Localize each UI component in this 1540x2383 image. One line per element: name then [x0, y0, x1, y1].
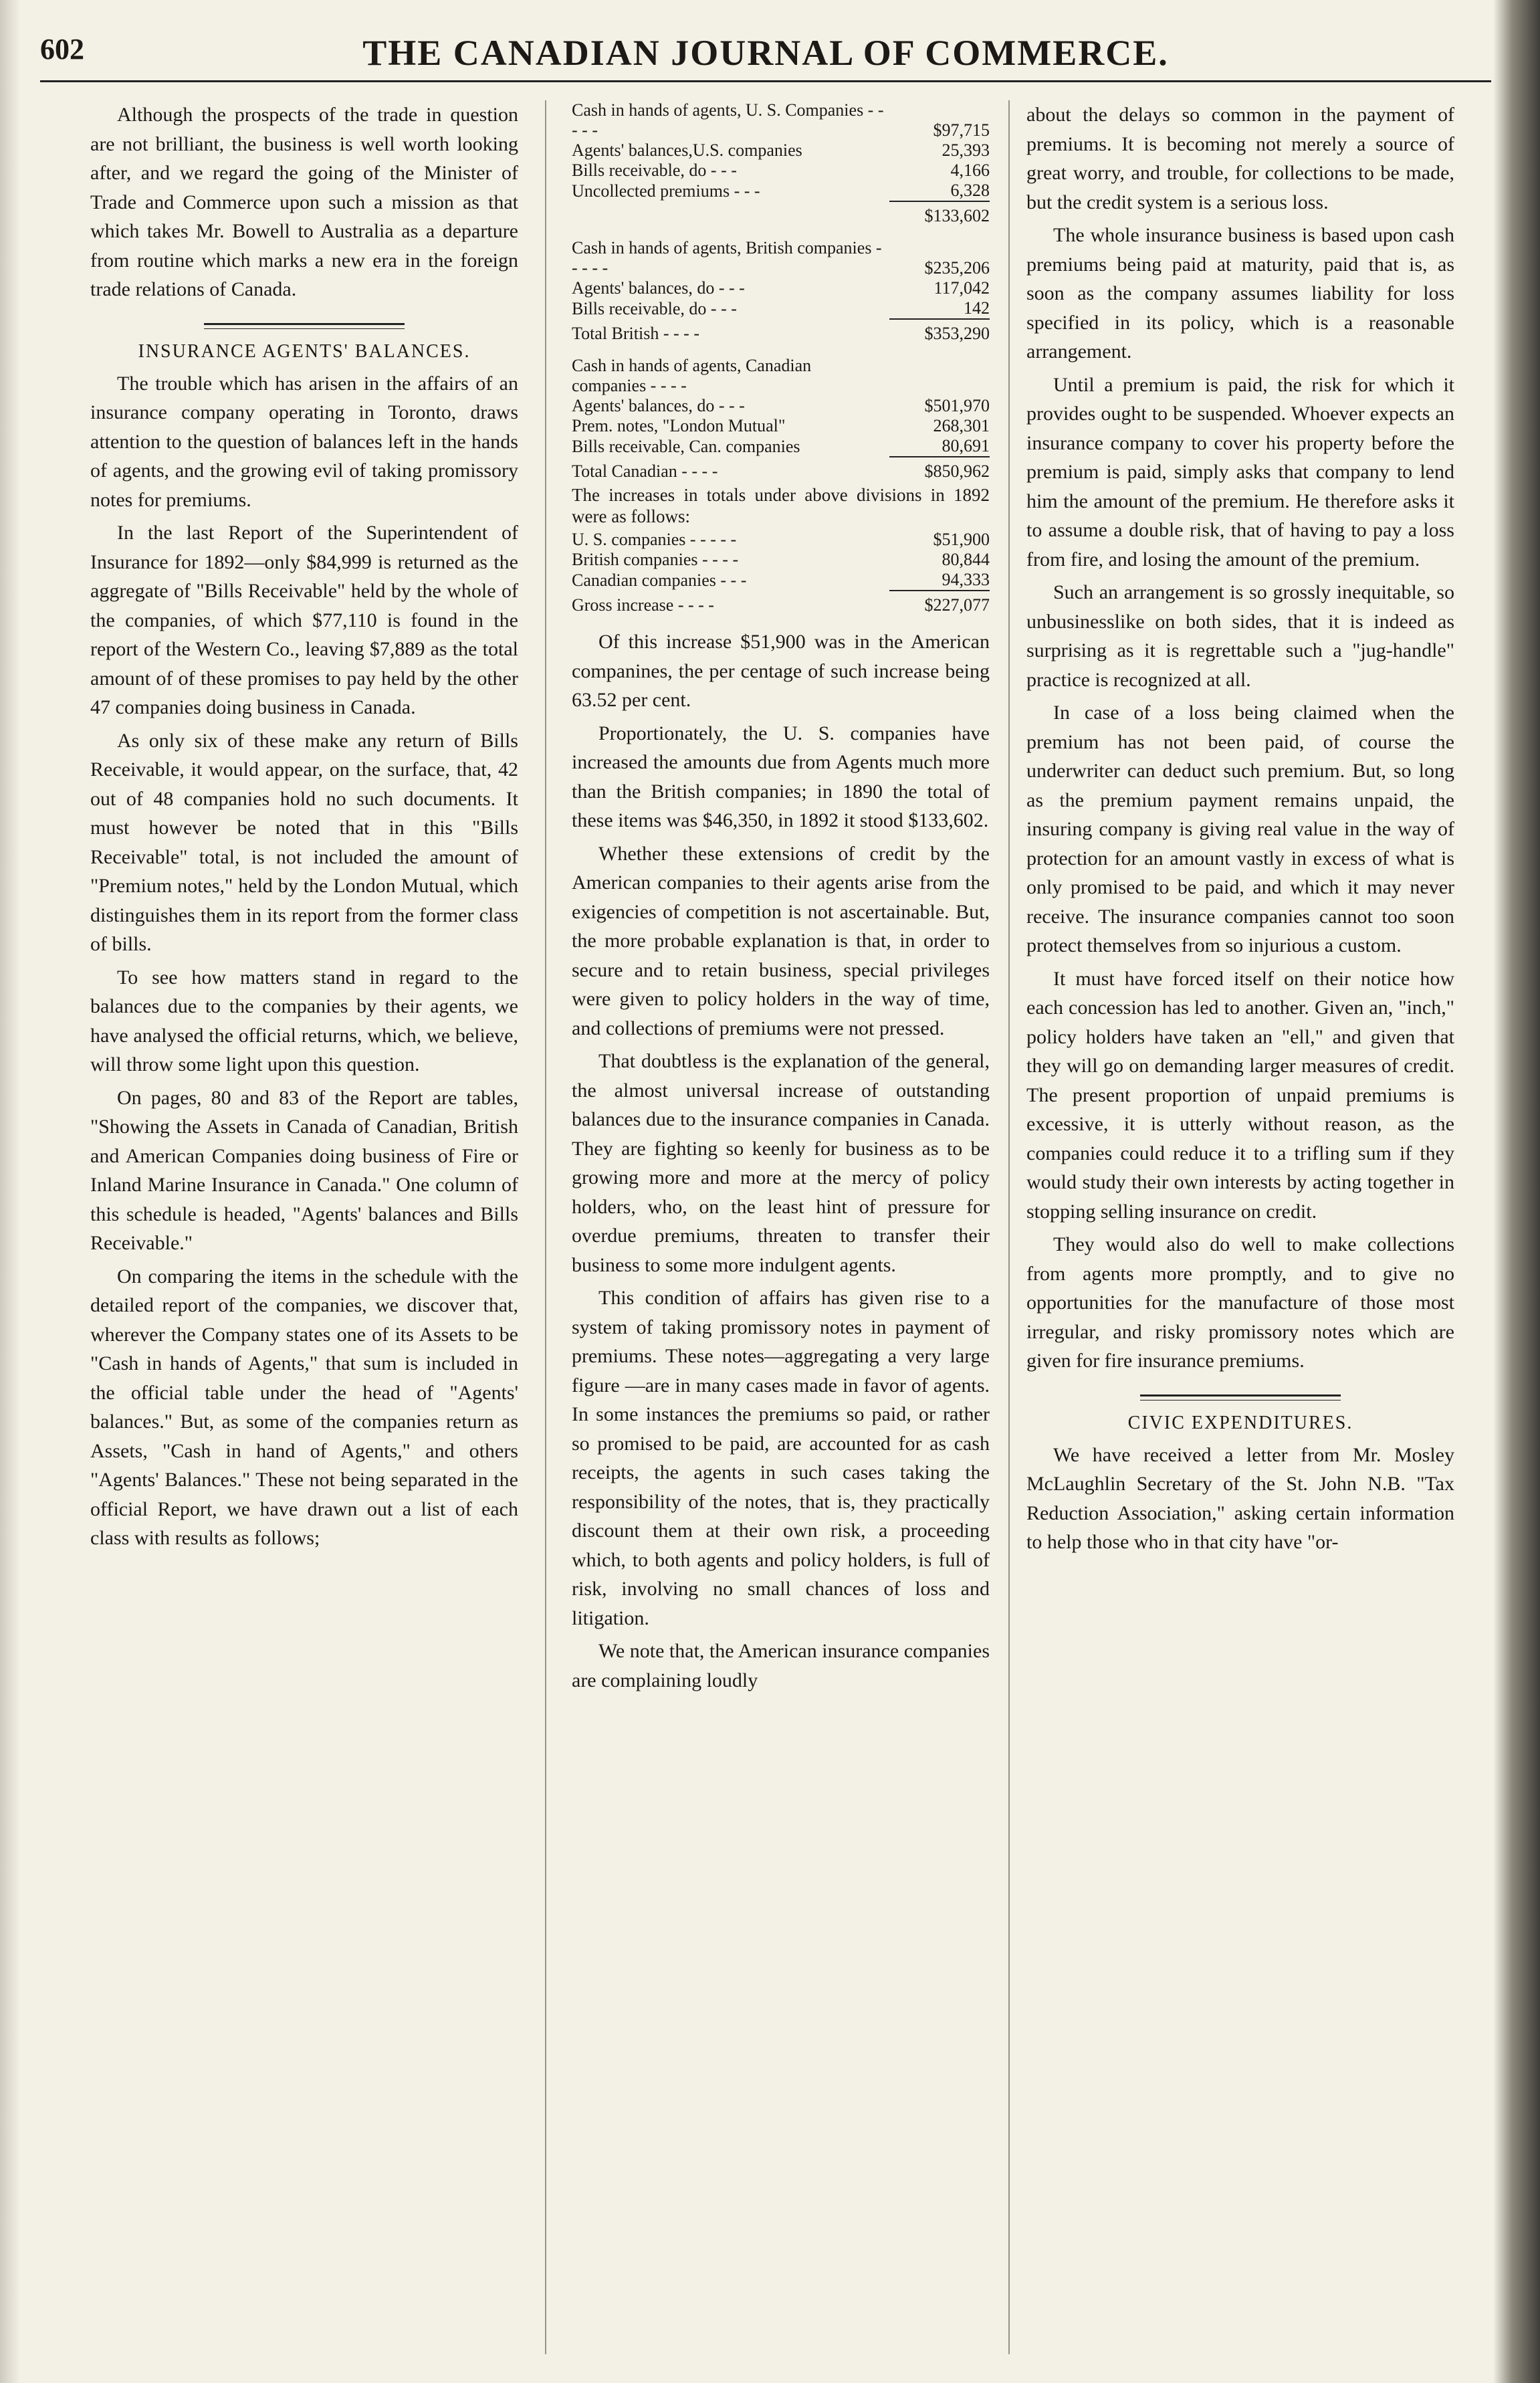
column-right: [1026, 100, 1454, 1561]
table-row: Uncollected premiums - - - 6,328: [572, 181, 990, 201]
table-total-row: $133,602: [572, 201, 990, 226]
table-row: Cash in hands of agents, U. S. Companies - - - - - $97,715: [572, 100, 990, 140]
table-row: Agents' balances, do - - - $501,970: [572, 396, 990, 415]
paragraph: about the delays so common in the payment of premiums. It is becoming not merely a source of great worry, and trouble, for collections to be made, but the credit system is a serious loss.: [1026, 104, 1454, 213]
page-binding-edge: [1493, 0, 1540, 2383]
column-divider: [545, 100, 546, 2354]
section-divider: [1140, 1394, 1341, 1401]
paragraph: We have received a letter from Mr. Mosley McLaughlin Secretary of the St. John N.B. "Tax Reduction Association," asking certain information to help those who in that city have "or-: [1026, 1443, 1454, 1553]
column-left: [90, 100, 518, 1557]
increase-note: The increases in totals under above divisions in 1892 were as follows:: [572, 485, 990, 526]
table-row: Canadian companies - - - 94,333: [572, 570, 990, 590]
paragraph: They would also do well to make collections from agents more promptly, and to give no opportunities for the manufacture of those most irregular, and risky promissory notes which are given for fire insurance premiums.: [1026, 1233, 1454, 1372]
paragraph: It must have forced itself on their notice how each concession has led to another. Given an, "inch," policy holders have taken an "ell," and given that they will go on demanding larger measures of credit. The present proportion of unpaid premiums is excessive, it is utterly without reason, as the companies could reduce it to a trifling sum if they would study their own interests by acting together in stopping selling insurance on credit.: [1026, 967, 1454, 1223]
journal-title: THE CANADIAN JOURNAL OF COMMERCE.: [362, 33, 1169, 73]
paragraph: On comparing the items in the schedule with the detailed report of the companies, we discover that, wherever the Company states one of its Assets to be "Cash in hands of Agents," that sum is included in the official table under the head of "Agents' balances." But, as some of the companies return as Assets, "Cash in hand of Agents," and others "Agents' Balances." These not being separated in the official Report, we have drawn out a list of each class with results as follows;: [90, 1265, 518, 1549]
paragraph: In case of a loss being claimed when the premium has not been paid, of course the underwriter can deduct such premium. But, so long as the premium payment remains unpaid, the insuring company is giving real value in the way of protection for an amount vastly in excess of what is only promised to be paid, and which it may never receive. The insurance companies cannot too soon protect themselves from so injurious a custom.: [1026, 702, 1454, 956]
paragraph: Such an arrangement is so grossly inequitable, so unbusinesslike on both sides, that it is indeed as surprising as it is regrettable such a "jug-handle" practice is recognized at all.: [1026, 581, 1454, 691]
table-row: Bills receivable, do - - - 142: [572, 298, 990, 318]
page-left-edge: [0, 0, 20, 2383]
paragraph: The trouble which has arisen in the affairs of an insurance company operating in Toronto, draws attention to the question of balances left in the hands of agents, and the growing evil of taking promissory notes for premiums.: [90, 372, 518, 511]
column-divider: [1008, 100, 1010, 2354]
canadian-companies-table: [572, 356, 990, 615]
page-number: 602: [40, 33, 84, 66]
british-companies-table: [572, 238, 990, 344]
table-row: U. S. companies - - - - - $51,900: [572, 530, 990, 549]
page-header: [40, 27, 1491, 82]
paragraph: This condition of affairs has given rise to a system of taking promissory notes in payment of premiums. These notes—aggregating a very large figure —are in many cases made in favor of agents. In some instances the premiums so paid, or rather so promised to be paid, are accounted for as cash receipts, the agents in such cases taking the responsibility of the notes, that is, they practically discount them at their own risk, a proceeding which, to both agents and policy holders, is full of risk, involving no small chances of loss and litigation.: [572, 1287, 990, 1629]
paragraph: In the last Report of the Superintendent of Insurance for 1892—only $84,999 is returned as the aggregate of "Bills Receivable" held by the whole of the companies, of which $77,110 is found in the report of the Western Co., leaving $7,889 as the total amount of of these promises to pay held by the other 47 companies doing business in Canada.: [90, 522, 518, 718]
paragraph: We note that, the American insurance companies are complaining loudly: [572, 1640, 990, 1691]
section-title-civic-expenditures: CIVIC EXPENDITURES.: [1127, 1412, 1353, 1433]
increase-table: [572, 530, 990, 615]
section-divider: [204, 323, 405, 329]
section-title-insurance-agents: INSURANCE AGENTS' BALANCES.: [138, 340, 471, 362]
table-row: Bills receivable, Can. companies 80,691: [572, 436, 990, 456]
table-total-row: Total British - - - - $353,290: [572, 319, 990, 344]
paragraph: To see how matters stand in regard to the balances due to the companies by their agents, we have analysed the official returns, which, we believe, will throw some light upon this question.: [90, 966, 518, 1075]
paragraph: Of this increase $51,900 was in the American companines, the per centage of such increase being 63.52 per cent.: [572, 631, 990, 711]
paragraph: That doubtless is the explanation of the general, the almost universal increase of outstanding balances due to the insurance companies in Canada. They are fighting so keenly for business as to be growing more and more at the mercy of policy holders, who, on the least hint of pressure for overdue premiums, threaten to transfer their business to some more indulgent agents.: [572, 1050, 990, 1276]
paragraph: Until a premium is paid, the risk for which it provides ought to be suspended. Whoever expects an insurance company to cover his property before the premium is paid, simply asks that company to lend him the amount of the premium. He therefore asks it to assume a double risk, that of having to pay a loss from fire, and losing the amount of the premium.: [1026, 373, 1454, 571]
paragraph: On pages, 80 and 83 of the Report are tables, "Showing the Assets in Canada of Canadian, British and American Companies doing business of Fire or Inland Marine Insurance in Canada." One column of this schedule is headed, "Agents' balances and Bills Receivable.": [90, 1086, 518, 1254]
table-row: Agents' balances, do - - - 117,042: [572, 278, 990, 298]
table-row: British companies - - - - 80,844: [572, 550, 990, 569]
paragraph: Proportionately, the U. S. companies have increased the amounts due from Agents much more than the British companies; in 1890 the total of these items was $46,350, in 1892 it stood $133,602.: [572, 722, 990, 831]
table-row: Agents' balances,U.S. companies 25,393: [572, 140, 990, 160]
table-row: Prem. notes, "London Mutual" 268,301: [572, 416, 990, 435]
us-companies-table: [572, 100, 990, 226]
table-row: Bills receivable, do - - - 4,166: [572, 161, 990, 180]
table-total-row: Total Canadian - - - - $850,962: [572, 457, 990, 482]
table-row: Cash in hands of agents, Canadian companies - - - -: [572, 356, 812, 395]
table-total-row: Gross increase - - - - $227,077: [572, 591, 990, 615]
intro-paragraph: Although the prospects of the trade in question are not brilliant, the business is well worth looking after, and we regard the going of the Minister of Trade and Commerce upon such a mission as that which takes Mr. Bowell to Australia as a departure from routine which marks a new era in the foreign trade relations of Canada.: [90, 104, 518, 300]
table-row: Cash in hands of agents, British companies - - - - - $235,206: [572, 238, 990, 278]
column-middle: [572, 100, 990, 1699]
paragraph: As only six of these make any return of Bills Receivable, it would appear, on the surface, that, 42 out of 48 companies hold no such documents. It must however be noted that in this "Bills Receivable" total, is not included the amount of "Premium notes," held by the London Mutual, which distinguishes them in its report from the former class of bills.: [90, 729, 518, 955]
paragraph: Whether these extensions of credit by the American companies to their agents arise from the exigencies of competition is not ascertainable. But, the more probable explanation is that, in order to secure and to retain business, special privileges were given to policy holders in the way of time, and collections of premiums were not pressed.: [572, 842, 990, 1039]
paragraph: The whole insurance business is based upon cash premiums being paid at maturity, paid that is, as soon as the company assumes liability for loss specified in its policy, which is a reasonable arrangement.: [1026, 224, 1454, 362]
